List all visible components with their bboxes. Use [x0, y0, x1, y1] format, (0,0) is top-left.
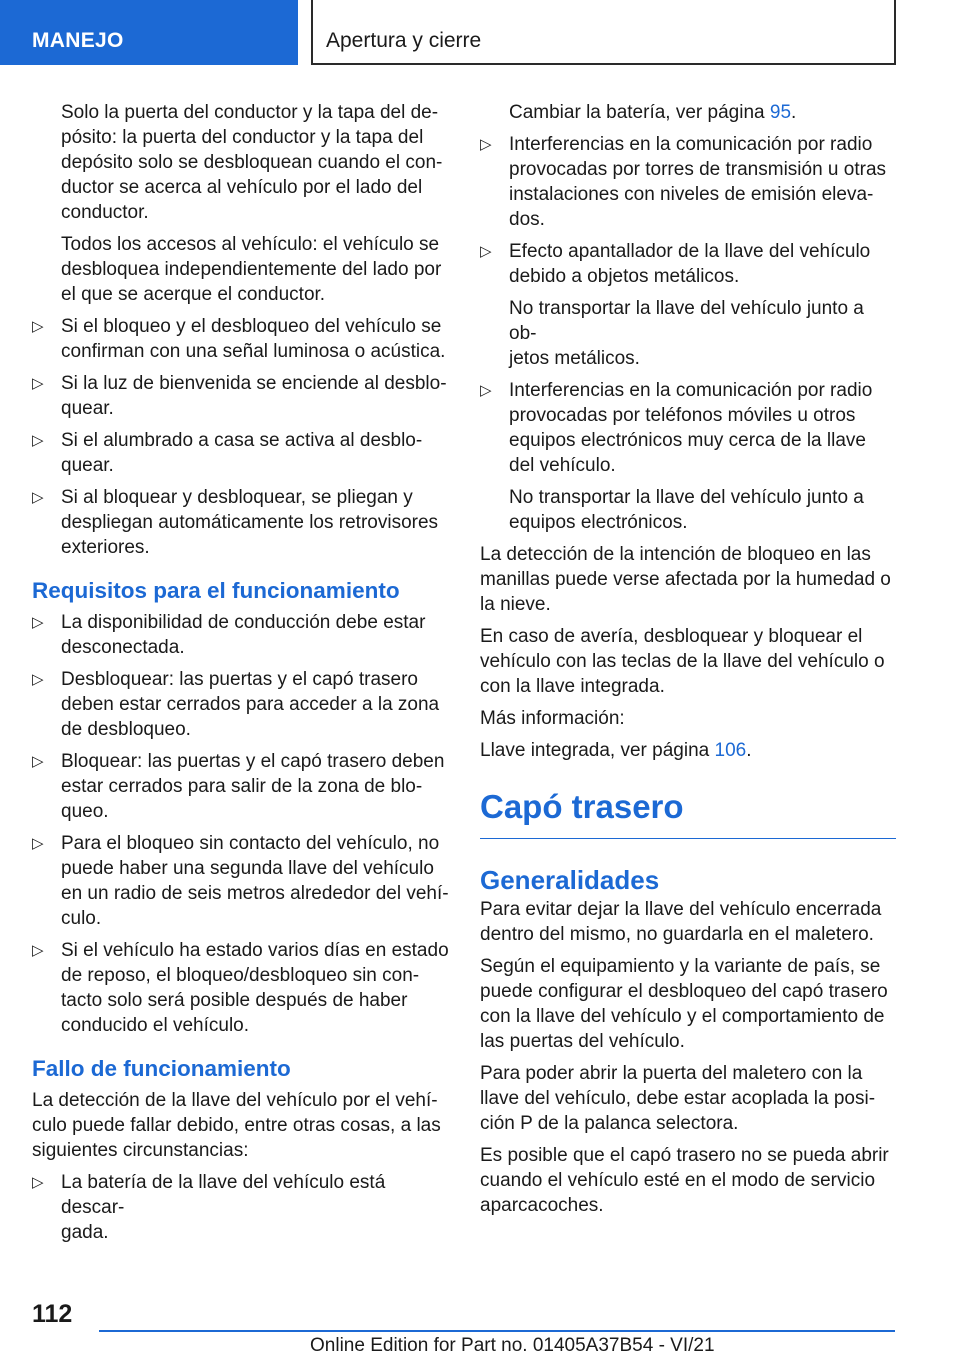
right-column — [480, 100, 896, 1225]
text-line: confirman con una señal luminosa o acústica. — [61, 341, 446, 362]
text-line: cuando el vehículo esté en el modo de servicio — [480, 1170, 876, 1191]
text-line: Si el alumbrado a casa se activa al desblo- — [61, 430, 423, 451]
text-line: desconectada. — [61, 637, 185, 658]
list-item-note — [480, 485, 896, 535]
text-line: Si al bloquear y desbloquear, se pliegan y — [61, 487, 413, 508]
triangle-bullet-icon: ▷ — [32, 671, 44, 688]
text-line: jetos metálicos. — [509, 348, 640, 369]
list-item-text — [61, 1170, 450, 1245]
text-line: pósito: la puerta del conductor y la tapa del — [61, 127, 424, 148]
text-line: depósito solo se desbloquean cuando el con- — [61, 152, 443, 173]
text-line: provocadas por teléfonos móviles u otros — [509, 405, 856, 426]
list-item — [32, 485, 450, 560]
text-line: llave del vehículo, debe estar acoplada la posi- — [480, 1088, 876, 1109]
text-line: las puertas del vehículo. — [480, 1031, 685, 1052]
paragraph — [480, 1061, 896, 1136]
text-line: La detección de la llave del vehículo por el vehí- — [32, 1090, 438, 1111]
list-item — [32, 831, 450, 931]
text-line: dos. — [509, 209, 545, 230]
paragraph — [32, 232, 450, 307]
text-line: Es posible que el capó trasero no se pueda abrir — [480, 1145, 889, 1166]
text-line: deben estar cerrados para acceder a la zona — [61, 694, 440, 715]
list-item — [32, 667, 450, 742]
paragraph — [480, 624, 896, 699]
text-line: ductor se acerca al vehículo por el lado del — [61, 177, 423, 198]
text-line: La detección de la intención de bloqueo en las — [480, 544, 871, 565]
list-item-text — [61, 485, 450, 560]
text-line: culo puede fallar debido, entre otras cosas, a las — [32, 1115, 441, 1136]
list-item — [480, 378, 896, 478]
bullet-list — [32, 610, 450, 1038]
text-line: puede haber una segunda llave del vehículo — [61, 858, 434, 879]
triangle-bullet-icon: ▷ — [32, 1174, 44, 1191]
text-line: con la llave integrada. — [480, 676, 665, 697]
list-item-text — [61, 938, 450, 1038]
header-section-label: MANEJO — [32, 29, 124, 52]
text-line: Desbloquear: las puertas y el capó trasero — [61, 669, 418, 690]
text: . — [746, 740, 752, 761]
triangle-bullet-icon: ▷ — [480, 136, 492, 153]
text-line: Para el bloqueo sin contacto del vehículo, no — [61, 833, 440, 854]
text: . — [791, 102, 797, 123]
text-line: La batería de la llave del vehículo está descar- — [61, 1172, 386, 1218]
text-line: ción P de la palanca selectora. — [480, 1113, 739, 1134]
text-line: No transportar la llave del vehículo junto a — [509, 487, 864, 508]
triangle-bullet-icon: ▷ — [32, 489, 44, 506]
triangle-bullet-icon: ▷ — [32, 318, 44, 335]
text-line: siguientes circunstancias: — [32, 1140, 249, 1161]
footer-divider — [99, 1330, 895, 1332]
paragraph — [480, 738, 896, 763]
list-item-text — [509, 132, 896, 232]
list-item-text — [61, 314, 450, 364]
text-line: No transportar la llave del vehículo junto a ob- — [509, 298, 864, 344]
footer-edition: Online Edition for Part no. 01405A37B54 - VI/21 — [310, 1335, 715, 1356]
text-line: debido a objetos metálicos. — [509, 266, 740, 287]
chapter-title: Capó trasero — [480, 787, 896, 839]
list-item-text — [61, 371, 450, 421]
subsection-heading: Generalidades — [480, 865, 660, 895]
text-line: Si la luz de bienvenida se enciende al desblo- — [61, 373, 447, 394]
section-heading: Requisitos para el funcionamiento — [32, 578, 400, 603]
text-line: exteriores. — [61, 537, 150, 558]
text-line: Solo la puerta del conductor y la tapa del de- — [61, 102, 439, 123]
list-item — [480, 239, 896, 289]
text-line: Para evitar dejar la llave del vehículo encerrada — [480, 899, 882, 920]
list-item-text — [61, 749, 450, 824]
paragraph — [32, 1088, 450, 1163]
text-line: gada. — [61, 1222, 109, 1243]
list-item — [32, 428, 450, 478]
page-link[interactable]: 95 — [769, 102, 792, 123]
header-chapter-label: Apertura y cierre — [326, 29, 482, 52]
text-line: Interferencias en la comunicación por radio — [509, 134, 873, 155]
text-line: estar cerrados para salir de la zona de blo- — [61, 776, 423, 797]
list-item — [32, 938, 450, 1038]
text-line: tacto solo será posible después de haber — [61, 990, 408, 1011]
text-line: de reposo, el bloqueo/desbloqueo sin con- — [61, 965, 420, 986]
text-line: de desbloqueo. — [61, 719, 191, 740]
list-item-text — [61, 610, 450, 660]
text-line: En caso de avería, desbloquear y bloquear el — [480, 626, 863, 647]
text-line: conducido el vehículo. — [61, 1015, 250, 1036]
text-line: Todos los accesos al vehículo: el vehículo se — [61, 234, 440, 255]
list-item — [480, 132, 896, 232]
text-line: quear. — [61, 398, 114, 419]
text: Cambiar la batería, ver página — [509, 102, 770, 123]
text: Llave integrada, ver página — [480, 740, 715, 761]
paragraph — [480, 1143, 896, 1218]
list-item — [32, 371, 450, 421]
triangle-bullet-icon: ▷ — [32, 375, 44, 392]
text-line: vehículo con las teclas de la llave del vehículo o — [480, 651, 885, 672]
text-line: desbloquea independientemente del lado por — [61, 259, 442, 280]
paragraph — [32, 100, 450, 225]
paragraph-continued — [480, 100, 896, 125]
list-item — [32, 610, 450, 660]
text-line: Según el equipamiento y la variante de país, se — [480, 956, 881, 977]
triangle-bullet-icon: ▷ — [480, 243, 492, 260]
left-column — [32, 100, 450, 1252]
text-line: el que se acerque el conductor. — [61, 284, 326, 305]
list-item-text — [509, 239, 896, 289]
bullet-list — [32, 314, 450, 560]
text-line: provocadas por torres de transmisión u otras — [509, 159, 887, 180]
text-line: culo. — [61, 908, 102, 929]
text-line: en un radio de seis metros alrededor del vehí- — [61, 883, 449, 904]
header-chapter-box — [311, 0, 896, 65]
triangle-bullet-icon: ▷ — [32, 753, 44, 770]
paragraph: Más información: — [480, 708, 625, 729]
list-item-text — [61, 667, 450, 742]
list-item — [32, 314, 450, 364]
text-line: equipos electrónicos. — [509, 512, 688, 533]
text-line: Bloquear: las puertas y el capó trasero deben — [61, 751, 445, 772]
text-line: La disponibilidad de conducción debe estar — [61, 612, 426, 633]
text-line: Efecto apantallador de la llave del vehículo — [509, 241, 871, 262]
list-item — [32, 1170, 450, 1245]
bullet-list — [32, 1170, 450, 1245]
list-item — [32, 749, 450, 824]
triangle-bullet-icon: ▷ — [32, 432, 44, 449]
triangle-bullet-icon: ▷ — [32, 614, 44, 631]
text-line: aparcacoches. — [480, 1195, 604, 1216]
triangle-bullet-icon: ▷ — [480, 382, 492, 399]
triangle-bullet-icon: ▷ — [32, 835, 44, 852]
text-line: con la llave del vehículo y el comportamiento de — [480, 1006, 885, 1027]
text-line: quear. — [61, 455, 114, 476]
list-item-text — [61, 428, 450, 478]
triangle-bullet-icon: ▷ — [32, 942, 44, 959]
text-line: Si el bloqueo y el desbloqueo del vehículo se — [61, 316, 442, 337]
paragraph — [480, 542, 896, 617]
paragraph — [480, 954, 896, 1054]
header-section-tab — [0, 0, 298, 65]
list-item-note — [480, 296, 896, 371]
page-number: 112 — [32, 1300, 73, 1328]
section-heading: Fallo de funcionamiento — [32, 1056, 291, 1081]
text-line: Si el vehículo ha estado varios días en estado — [61, 940, 449, 961]
text-line: instalaciones con niveles de emisión eleva- — [509, 184, 874, 205]
text-line: manillas puede verse afectada por la humedad o — [480, 569, 891, 590]
page-link[interactable]: 106 — [714, 740, 747, 761]
paragraph — [480, 897, 896, 947]
text-line: despliegan automáticamente los retrovisores — [61, 512, 439, 533]
list-item-text — [509, 378, 896, 478]
text-line: del vehículo. — [509, 455, 616, 476]
text-line: puede configurar el desbloqueo del capó trasero — [480, 981, 888, 1002]
text-line: la nieve. — [480, 594, 551, 615]
text-line: equipos electrónicos muy cerca de la llave — [509, 430, 866, 451]
text-line: queo. — [61, 801, 109, 822]
list-item-text — [61, 831, 450, 931]
text-line: Interferencias en la comunicación por radio — [509, 380, 873, 401]
text-line: dentro del mismo, no guardarla en el maletero. — [480, 924, 874, 945]
text-line: conductor. — [61, 202, 149, 223]
text-line: Para poder abrir la puerta del maletero con la — [480, 1063, 863, 1084]
